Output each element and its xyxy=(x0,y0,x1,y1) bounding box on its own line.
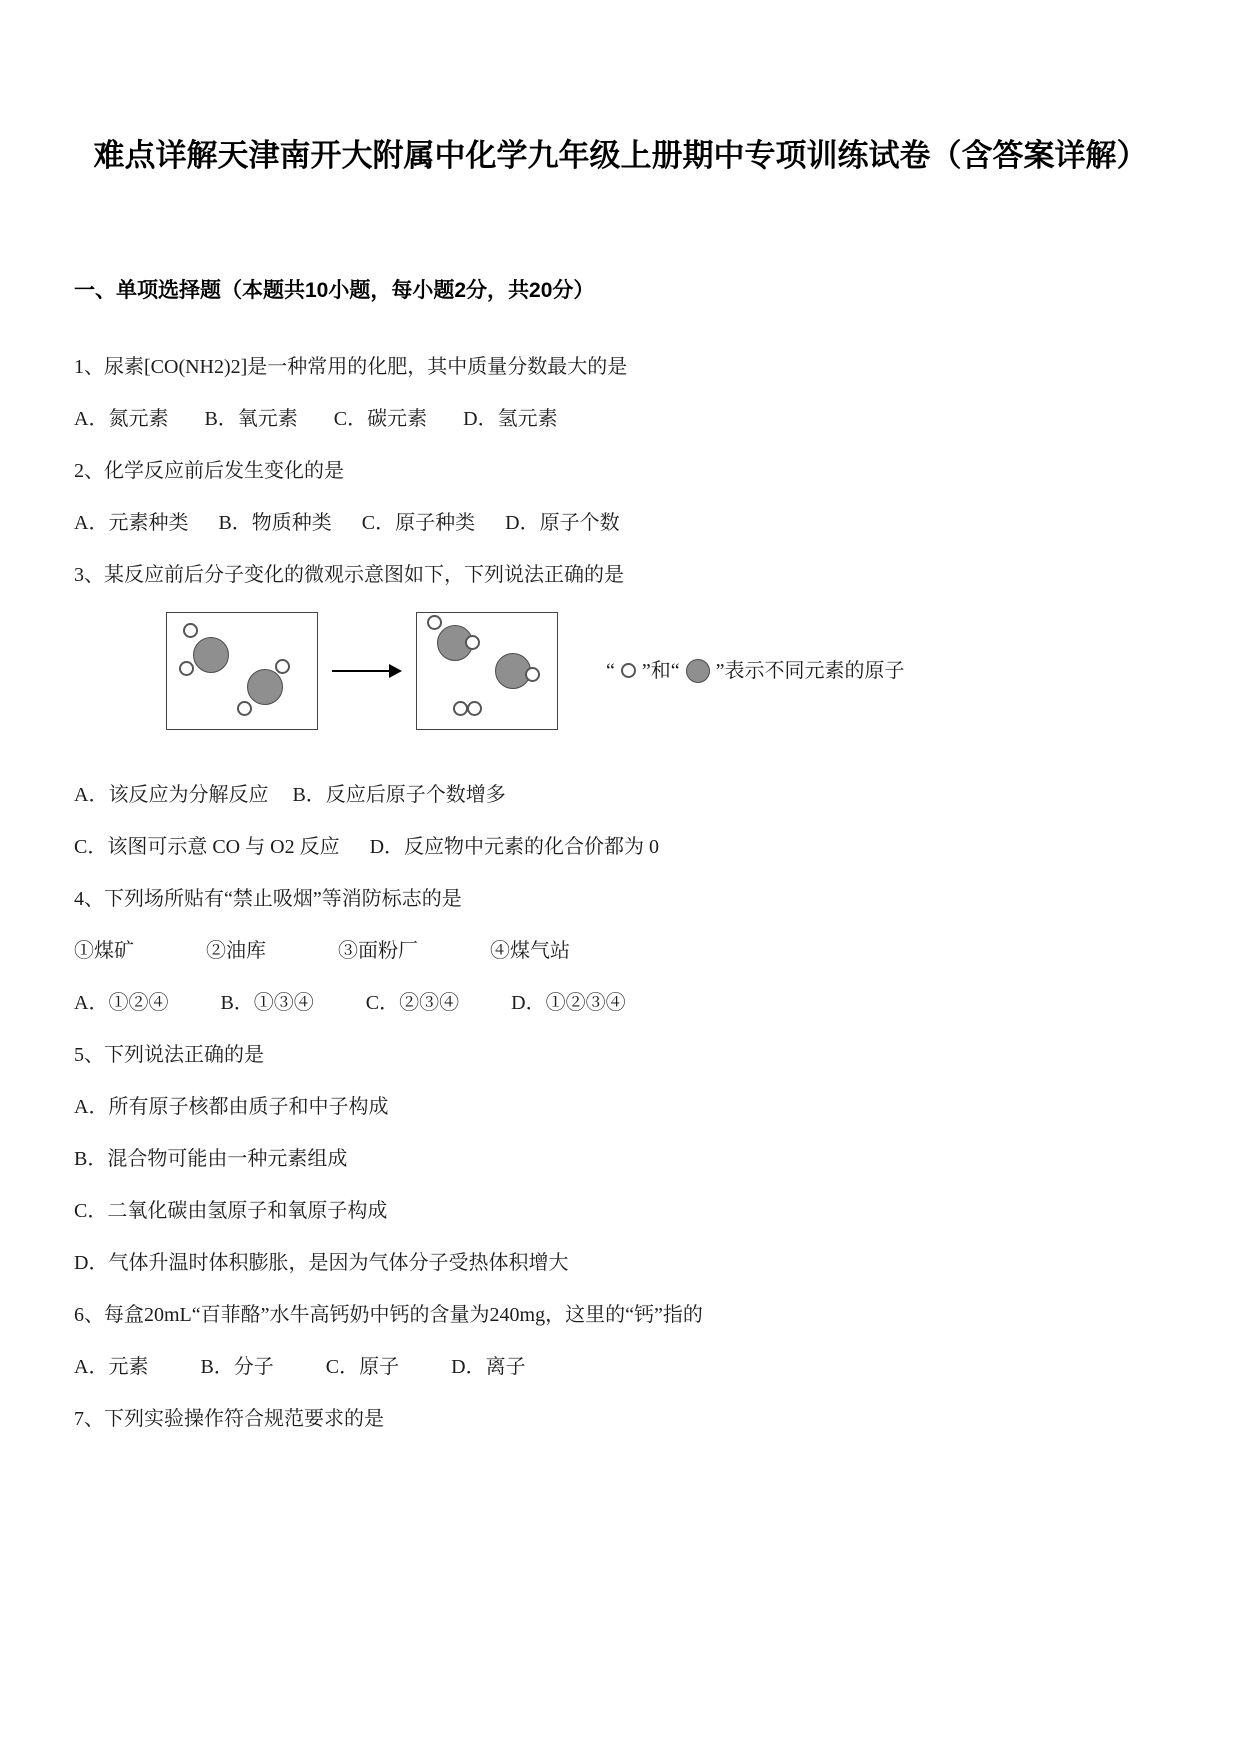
option: C．原子种类 xyxy=(361,511,476,534)
option: D．反应物中元素的化合价都为 0 xyxy=(369,835,660,858)
option: A．所有原子核都由质子和中子构成 xyxy=(74,1095,389,1118)
white-atom-icon xyxy=(237,701,252,716)
question-2-stem: 2、化学反应前后发生变化的是 xyxy=(74,459,344,482)
option: A．①②④ xyxy=(74,991,169,1014)
option: D．①②③④ xyxy=(511,991,626,1014)
reaction-micro-diagram xyxy=(166,612,1167,730)
option: D．离子 xyxy=(451,1355,526,1378)
question-2-options xyxy=(74,508,1167,538)
white-atom-icon xyxy=(275,659,290,674)
option: A．元素 xyxy=(74,1355,149,1378)
question-4-places xyxy=(74,936,1167,966)
question-5-stem: 5、下列说法正确的是 xyxy=(74,1043,264,1066)
section-heading: 一、单项选择题（本题共10小题，每小题2分，共20分） xyxy=(74,278,595,302)
white-atom-icon xyxy=(621,663,636,678)
question-3-options-ab xyxy=(74,780,1167,810)
place-item: ③面粉厂 xyxy=(338,939,418,962)
products-box xyxy=(416,612,558,730)
option: B．①③④ xyxy=(220,991,314,1014)
white-atom-icon xyxy=(183,623,198,638)
option: B．混合物可能由一种元素组成 xyxy=(74,1147,348,1170)
place-item: ①煤矿 xyxy=(74,939,134,962)
place-item: ②油库 xyxy=(206,939,266,962)
question-4-options xyxy=(74,988,1167,1018)
white-atom-icon xyxy=(179,661,194,676)
white-atom-icon xyxy=(467,701,482,716)
option: C．二氧化碳由氢原子和氧原子构成 xyxy=(74,1199,388,1222)
atom-legend xyxy=(606,656,905,686)
option: D．氢元素 xyxy=(463,407,558,430)
option: D．气体升温时体积膨胀，是因为气体分子受热体积增大 xyxy=(74,1251,569,1274)
option: A．该反应为分解反应 xyxy=(74,783,269,806)
legend-between-text: ”和“ xyxy=(641,659,680,682)
question-7-stem: 7、下列实验操作符合规范要求的是 xyxy=(74,1407,384,1430)
gray-atom-icon xyxy=(247,669,283,705)
reaction-arrow-icon xyxy=(332,664,402,678)
question-6-stem: 6、每盒20mL“百菲酪”水牛高钙奶中钙的含量为240mg，这里的“钙”指的 xyxy=(74,1303,703,1326)
legend-tail-text: ”表示不同元素的原子 xyxy=(715,659,905,682)
page-title: 难点详解天津南开大附属中化学九年级上册期中专项训练试卷（含答案详解） xyxy=(93,138,1148,173)
white-atom-icon xyxy=(453,701,468,716)
option: B．分子 xyxy=(200,1355,274,1378)
question-6-options xyxy=(74,1352,1167,1382)
option: C．碳元素 xyxy=(333,407,428,430)
legend-open-quote: “ xyxy=(606,659,615,682)
option: C．②③④ xyxy=(365,991,460,1014)
option: B．物质种类 xyxy=(218,511,332,534)
white-atom-icon xyxy=(465,635,480,650)
option: A．元素种类 xyxy=(74,511,189,534)
reactants-box xyxy=(166,612,318,730)
question-4-stem: 4、下列场所贴有“禁止吸烟”等消防标志的是 xyxy=(74,887,462,910)
question-1-options xyxy=(74,404,1167,434)
option: B．反应后原子个数增多 xyxy=(292,783,506,806)
question-5-options xyxy=(74,1092,1167,1278)
question-3-options-cd xyxy=(74,832,1167,862)
option: C．原子 xyxy=(325,1355,400,1378)
option: A．氮元素 xyxy=(74,407,169,430)
question-1-stem: 1、尿素[CO(NH2)2]是一种常用的化肥，其中质量分数最大的是 xyxy=(74,355,628,378)
question-3-stem: 3、某反应前后分子变化的微观示意图如下，下列说法正确的是 xyxy=(74,563,624,586)
white-atom-icon xyxy=(525,667,540,682)
place-item: ④煤气站 xyxy=(490,939,570,962)
gray-atom-icon xyxy=(193,637,229,673)
option: B．氧元素 xyxy=(204,407,298,430)
option: C．该图可示意 CO 与 O2 反应 xyxy=(74,835,340,858)
option: D．原子个数 xyxy=(505,511,620,534)
white-atom-icon xyxy=(427,615,442,630)
gray-atom-icon xyxy=(686,659,710,683)
